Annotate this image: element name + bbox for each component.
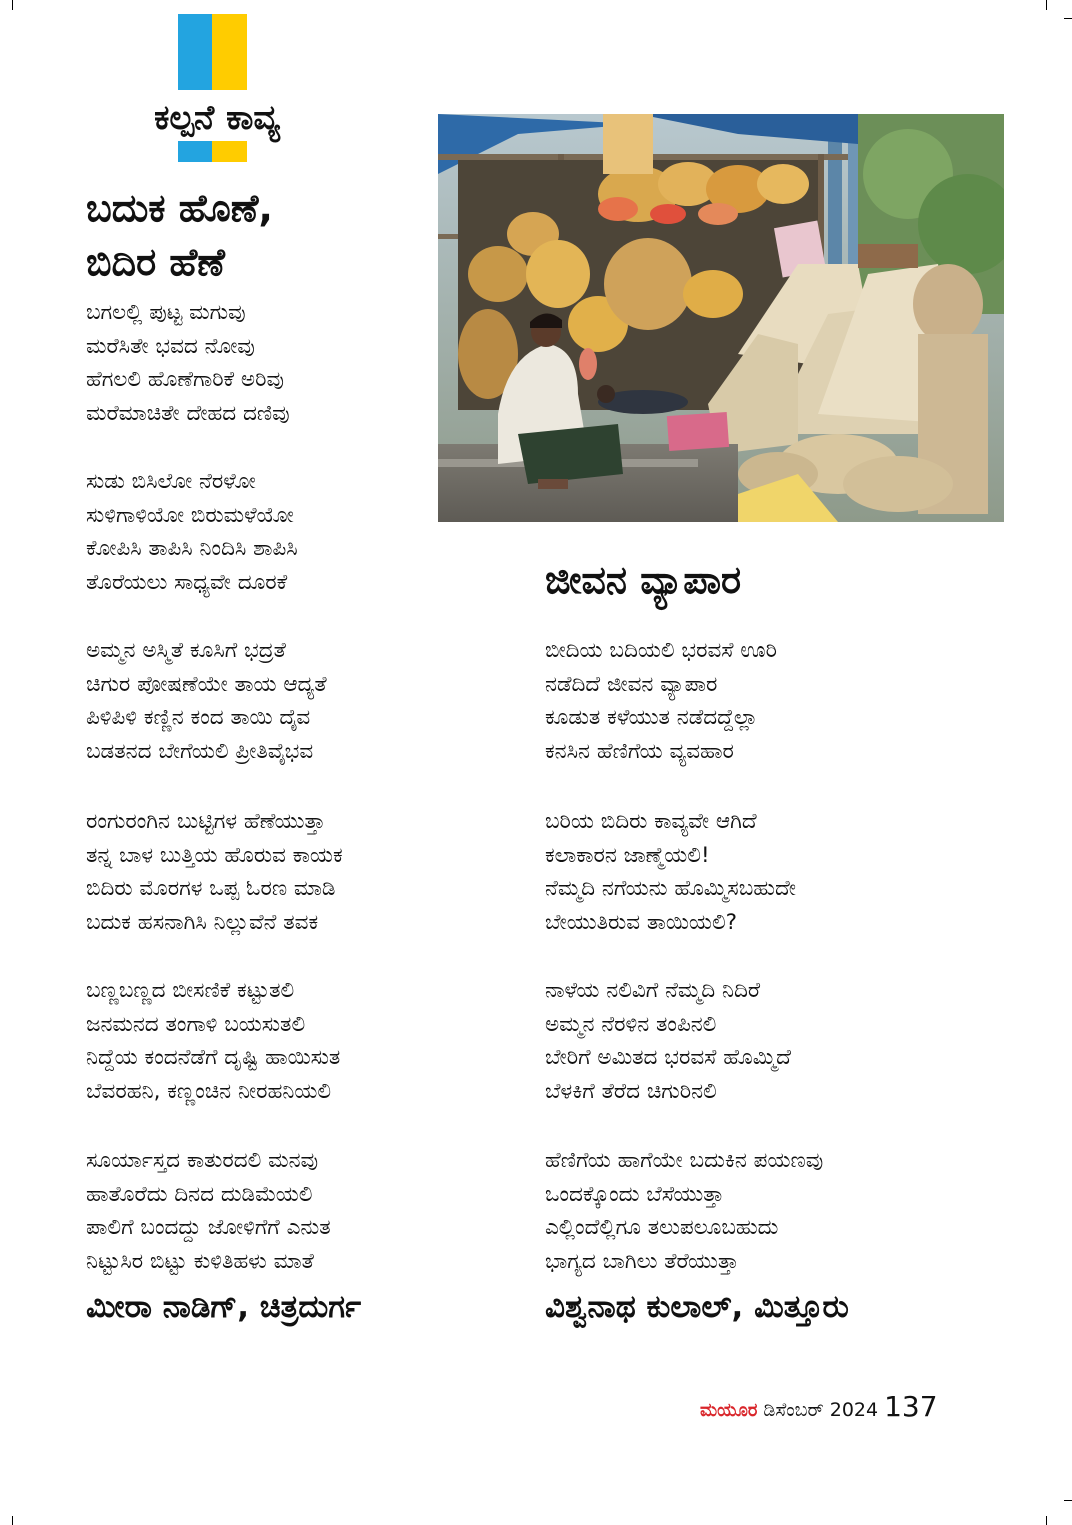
stanza	[86, 805, 343, 939]
section-title: ಕಲ್ಪನೆ ಕಾವ್ಯ	[132, 96, 302, 140]
poem-line: ಬೇಯುತಿರುವ ತಾಯಿಯಲಿ?	[545, 909, 738, 935]
issue-month: ಡಿಸೆಂಬರ್ 2024	[763, 1399, 879, 1421]
logo-yellow-block	[212, 14, 247, 90]
poem-line: ಪಾಲಿಗೆ ಬಂದದ್ದು ಜೋಳಿಗೆಗೆ ಎನುತ	[86, 1215, 331, 1241]
crop-mark	[1046, 0, 1047, 10]
poem-line: ಬಣ್ಣಬಣ್ಣದ ಬೀಸಣಿಕೆ ಕಟ್ಟುತಲಿ	[86, 978, 295, 1003]
author-byline: ಮೀರಾ ನಾಡಿಗ್, ಚಿತ್ರದುರ್ಗ	[86, 1289, 362, 1325]
crop-mark	[1064, 18, 1072, 19]
stanza	[86, 1144, 331, 1278]
poem-line: ನೆಮ್ಮದಿ ನಗೆಯನು ಹೊಮ್ಮಿಸಬಹುದೇ	[545, 876, 796, 902]
stanza	[545, 1144, 823, 1278]
crop-mark	[12, 1516, 13, 1525]
logo-blue-block	[178, 141, 212, 162]
basket-vendor-photo	[438, 114, 1004, 522]
poem-line: ಕನಸಿನ ಹೆಣಿಗೆಯ ವ್ಯವಹಾರ	[545, 738, 734, 764]
stanza	[545, 805, 796, 939]
crop-mark	[1064, 1500, 1072, 1501]
poem-line: ಅಮ್ಮನ ಅಸ್ಮಿತೆ ಕೂಸಿಗೆ ಭದ್ರತೆ	[86, 638, 286, 663]
poem-line: ಹೆಣಿಗೆಯ ಹಾಗೆಯೇ ಬದುಕಿನ ಪಯಣವು	[545, 1148, 824, 1173]
stanza	[86, 634, 327, 768]
poem-line: ಮರೆಸಿತೇ ಭವದ ನೋವು	[86, 333, 255, 359]
logo-yellow-block	[212, 141, 247, 162]
poem-line: ಕೋಪಿಸಿ ತಾಪಿಸಿ ನಿಂದಿಸಿ ಶಾಪಿಸಿ	[86, 536, 298, 562]
poem-line: ಕೂಡುತ ಕಳೆಯುತ ನಡೆದದ್ದೆಲ್ಲಾ	[545, 705, 758, 731]
poem-line: ಕಲಾಕಾರನ ಜಾಣ್ಮೆಯಲಿ!	[545, 842, 710, 868]
poem-line: ಸೂರ್ಯಾಸ್ತದ ಕಾತುರದಲಿ ಮನವು	[86, 1148, 319, 1173]
poem-line: ಚಿಗುರ ಪೋಷಣೆಯೇ ತಾಯ ಆದ್ಯತೆ	[86, 671, 327, 697]
crop-mark	[12, 0, 13, 10]
poem-line: ಎಲ್ಲಿಂದೆಲ್ಲಿಗೂ ತಲುಪಲೂಬಹುದು	[545, 1215, 779, 1241]
crop-mark	[1046, 1516, 1047, 1525]
page-footer	[700, 1390, 938, 1430]
stanza	[86, 296, 290, 430]
poem-line: ತನ್ನ ಬಾಳ ಬುತ್ತಿಯ ಹೊರುವ ಕಾಯಕ	[86, 842, 343, 868]
poem-line: ಬಡತನದ ಬೇಗೆಯಲಿ ಪ್ರೀತಿವೈಭವ	[86, 738, 314, 764]
poem-title: ಜೀವನ ವ್ಯಾಪಾರ	[545, 558, 742, 602]
poem-line: ಬರಿಯ ಬಿದಿರು ಕಾವ್ಯವೇ ಆಗಿದೆ	[545, 809, 757, 834]
poem-line: ಒಂದಕ್ಕೊಂದು ಬೆಸೆಯುತ್ತಾ	[545, 1181, 725, 1207]
poem-line: ನಿದ್ದೆಯ ಕಂದನೆಡೆಗೆ ದೃಷ್ಟಿ ಹಾಯಿಸುತ	[86, 1045, 341, 1071]
poem-line: ರಂಗುರಂಗಿನ ಬುಟ್ಟಿಗಳ ಹೆಣೆಯುತ್ತಾ	[86, 809, 326, 834]
poem-line: ಬೀದಿಯ ಬದಿಯಲಿ ಭರವಸೆ ಊರಿ	[545, 638, 777, 663]
poem-line: ಹೆಗಲಲಿ ಹೊಣೆಗಾರಿಕೆ ಅರಿವು	[86, 367, 284, 393]
poem-line: ಬಗಲಲ್ಲಿ ಪುಟ್ಟ ಮಗುವು	[86, 300, 246, 325]
poem-line: ಪಿಳಿಪಿಳಿ ಕಣ್ಣಿನ ಕಂದ ತಾಯಿ ದೈವ	[86, 705, 311, 731]
logo-blue-block	[178, 14, 212, 90]
magazine-name: ಮಯೂರ	[700, 1400, 758, 1421]
poem-line: ಬೇರಿಗೆ ಅಮಿತದ ಭರವಸೆ ಹೊಮ್ಮಿದೆ	[545, 1045, 791, 1071]
poem-line: ನಿಟ್ಟುಸಿರ ಬಿಟ್ಟು ಕುಳಿತಿಹಳು ಮಾತೆ	[86, 1248, 314, 1274]
poem-line: ಬೆವರಹನಿ, ಕಣ್ಣಂಚಿನ ನೀರಹನಿಯಲಿ	[86, 1078, 332, 1104]
poem-line: ಸುಡು ಬಿಸಿಲೋ ನೆರಳೋ	[86, 469, 256, 494]
poem-line: ಬಿದಿರು ಮೊರಗಳ ಒಪ್ಪ ಓರಣ ಮಾಡಿ	[86, 876, 336, 902]
stanza	[86, 974, 340, 1108]
stanza	[86, 465, 298, 599]
poem-line: ಬದುಕ ಹಸನಾಗಿಸಿ ನಿಲ್ಲುವೆನೆ ತವಕ	[86, 909, 319, 935]
poem-line: ಅಮ್ಮನ ನೆರಳಿನ ತಂಪಿನಲಿ	[545, 1011, 717, 1037]
poem-line: ನಾಳೆಯ ನಲಿವಿಗೆ ನೆಮ್ಮದಿ ನಿದಿರೆ	[545, 978, 761, 1003]
poem-line: ಭಾಗ್ಯದ ಬಾಗಿಲು ತೆರೆಯುತ್ತಾ	[545, 1248, 739, 1274]
poem-title: ಬಿದಿರ ಹೆಣೆ	[86, 240, 225, 284]
poem-line: ನಡೆದಿದೆ ಜೀವನ ವ್ಯಾಪಾರ	[545, 671, 718, 697]
poem-title: ಬದುಕ ಹೊಣೆ,	[86, 186, 273, 230]
author-byline: ವಿಶ್ವನಾಥ ಕುಲಾಲ್, ಮಿತ್ತೂರು	[545, 1289, 849, 1325]
poem-line: ತೊರೆಯಲು ಸಾಧ್ಯವೇ ದೂರಕೆ	[86, 569, 288, 595]
stanza	[545, 974, 791, 1108]
poem-line: ಮರೆಮಾಚಿತೇ ದೇಹದ ದಣಿವು	[86, 400, 290, 426]
poem-line: ಸುಳಿಗಾಳಿಯೋ ಬಿರುಮಳೆಯೋ	[86, 502, 294, 528]
poem-line: ಜನಮನದ ತಂಗಾಳಿ ಬಯಸುತಲಿ	[86, 1011, 306, 1037]
page-number: 137	[884, 1390, 938, 1423]
poem-line: ಹಾತೊರೆದು ದಿನದ ದುಡಿಮೆಯಲಿ	[86, 1181, 313, 1207]
poem-line: ಬೆಳಕಿಗೆ ತೆರೆದ ಚಿಗುರಿನಲಿ	[545, 1078, 717, 1104]
stanza	[545, 634, 777, 768]
photo-illustration	[438, 114, 1004, 522]
